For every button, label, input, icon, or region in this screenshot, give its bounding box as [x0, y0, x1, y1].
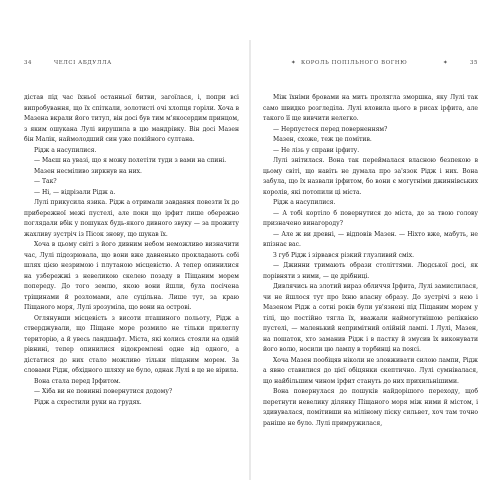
left-page-body: [24, 93, 239, 408]
paragraph: Лулі знітилася. Вона так переймалася власною безпекою в цьому світі, що навіть не думала про за'язок Рідж і них. Вона забула, що їх назвали ірфитом, бо вони є могутніми джиннівських королів, які потопили ці міста.: [263, 157, 478, 196]
left-running-head: [24, 60, 239, 70]
right-page-number: 35: [469, 60, 478, 66]
paragraph: — Так?: [34, 178, 57, 185]
paragraph: Оглянувши місцевість з висоти пташиного польоту, Рідж а стверджували, що Піщане море розмило не тільки прилеглу територію, а й увесь ландшафт. Міста, які колись стояли на одній рівнині, тепер опинилися відокремлені одне від одного, а дістатися до них стало можливо тільки піщаним морем. За словами Рідж, обхідного шляху не було, однак Лулі в це не вірила.: [24, 314, 239, 374]
paragraph: Вона повернулася до пошуків найдорішого переходу, щоб перетнути невелику ділянку Піщаного моря між ними й містом, і здивувалася, помітивши на міліному піску сильвет, хоч там точно раніше не було. Лулі примружилася,: [263, 388, 478, 427]
paragraph: Мазен, схоже, теж це помітив.: [273, 136, 372, 143]
paragraph: — Хіба ви не повинні повернутися додому?: [34, 388, 173, 395]
paragraph: Вона стала перед Ірфитом.: [34, 377, 121, 385]
left-page-number: 34: [24, 60, 33, 66]
ornament-star-icon: ✶: [443, 60, 449, 66]
right-running-head: [263, 60, 478, 70]
paragraph: — А тобі кортіло б повернутися до міста, де за твою голову призначено винагороду?: [263, 209, 478, 227]
paragraph: Рідж а насупилися.: [34, 146, 97, 154]
paragraph: — Не лізь у справи ірфиту.: [273, 146, 360, 154]
paragraph: — Маєш на увазі, що я можу полетіти туди з вами на спині.: [34, 157, 227, 164]
paragraph: Лулі прикусила язика. Рідж а отримали завдання повезти їх до прибережної межі пустелі, але поки що ірфит лише обережно поглядали вбік у пошуках будь-якого дивного звуку — за прожиту жахливу зустріч із Пісок знову, що шукав їх.: [24, 199, 239, 238]
paragraph: — Ні, — відрізали Рідж а.: [34, 188, 116, 196]
paragraph: Дивлячись на злотий вираз обличчя Ірфита, Лулі замислилася, чи не йшлося тут про їхню власну образу. До зустрічі з нею і Мазеном Рідж а сотні років були ув'язнені під Піщаним морем у тілі, що постійно тягла їх, вважали наймогутнішою реліквією пустелі, — маленький непримітний олійній лампі. І Лулі, Мазен, на пошаток, хто заманив Рідж і в пастку й змусив їх виконувати його волю, носили цю лампу в торбинці на поясі.: [263, 283, 478, 353]
paragraph: Рідж а схрестили руки на грудях.: [34, 398, 142, 406]
paragraph: дістав під час їхньої останньої битви, загоїлася, і, попри всі випробування, що їх спіткали, золотисті очі хлопця горіли. Хоча в Мазена вкрали його титул, він досі був тим м'якосердим принцом, з яким ошукана Лулі вирушила в цю мандрівку. Він досі Мазен бін Малік, наймолодший син уже покійного султана.: [24, 94, 239, 143]
paragraph: Хоча в цьому світі з його дивним небом неможливо визначити час, Лулі підозрювала, що вони вже давненько прокладають собі шлях цією незримою і плутаною місцевістю. А тепер опинилися на узбережжі з невеликою скелею позаду в Піщаним морем попереду. До того землю, якою вони йшли, була посічена тріщинами й розломами, але суцільна. Лише тут, за краю Піщаного моря, Лулі зрозуміла, що вони на острові.: [24, 241, 239, 311]
book-gutter: [249, 40, 251, 480]
right-page-body: [263, 93, 478, 429]
paragraph: Мазен несміливо зиркнув на них.: [34, 167, 142, 175]
paragraph: Між їхніми бровами на мить пролягла зморшка, яку Лулі так само швидко розгледіла. Лулі вловила цього в рисах ірфита, але такого її ще вивчити нелегко.: [263, 94, 478, 122]
left-running-title: ЧЕЛСІ АБДУЛЛА: [54, 60, 112, 66]
paragraph: Рідж а насупилися.: [273, 199, 336, 206]
paragraph: Хоча Мазен пообіцяв ніколи не зловживати силою лампи, Рідж а явно ставилися до цієї обіцянки скептично. Лулі сумнівалася, що найбільшим чином ірфит стануть до них прихильнішими.: [263, 356, 478, 385]
paragraph: З губ Рідж і зірвався різкий глузливий сміх.: [273, 251, 415, 259]
paragraph: — Але ж ви древні, — відповів Мазен. — Ніхто вже, мабуть, не впізнає вас.: [263, 230, 478, 248]
paragraph: — Джинни тримають образи століттями. Людської досі, як порівняти з ними, — це дрібниці.: [263, 262, 478, 280]
paragraph: — Нерпустеся перед поверненням?: [273, 125, 388, 133]
ornament-star-icon: ✶: [291, 60, 297, 66]
right-running-title: КОРОЛЬ ПОПІЛЬНОГО ВОГНЮ: [301, 60, 408, 66]
